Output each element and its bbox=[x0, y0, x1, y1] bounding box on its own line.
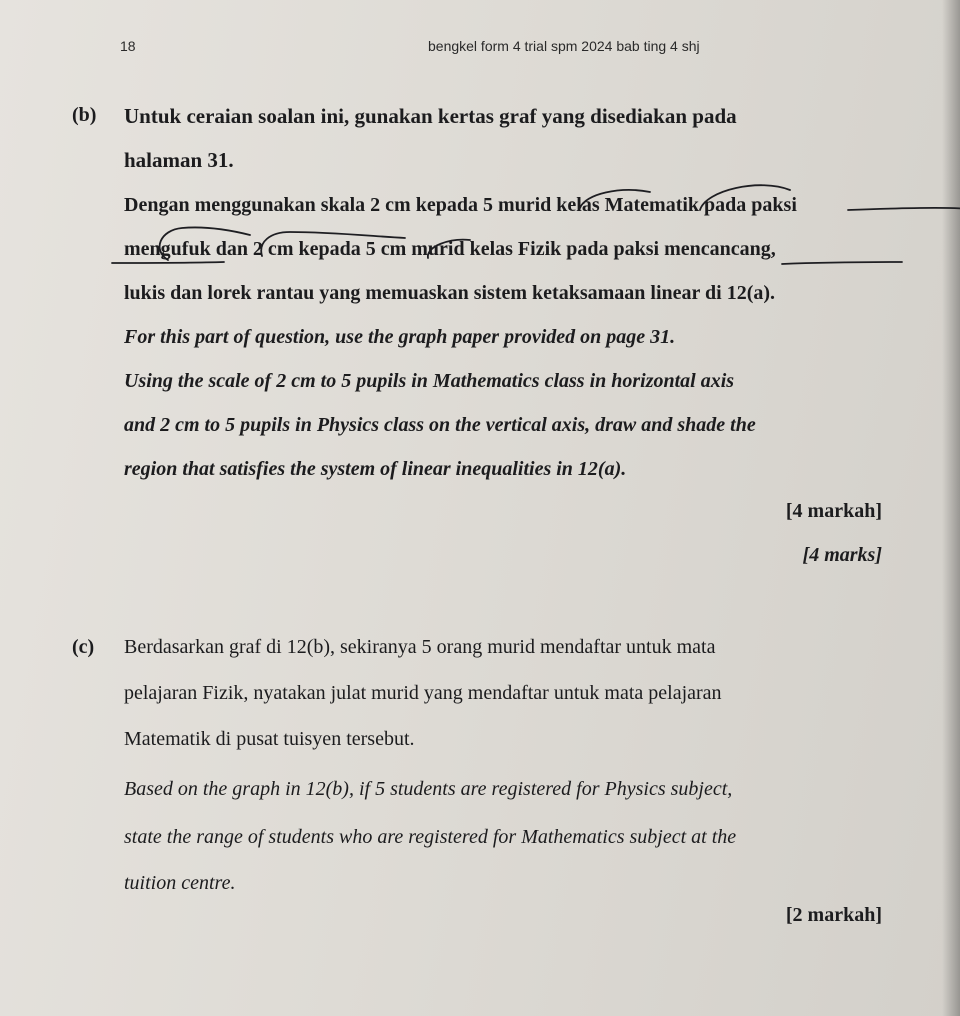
part-b-malay-line-2: halaman 31. bbox=[124, 148, 234, 172]
part-b-malay-line-3: Dengan menggunakan skala 2 cm kepada 5 murid kelas Matematik pada paksi bbox=[124, 194, 797, 216]
part-c-malay-line-3: Matematik di pusat tuisyen tersebut. bbox=[124, 728, 415, 750]
part-b-marks-malay: [4 markah] bbox=[785, 500, 882, 522]
part-c-english-line-3: tuition centre. bbox=[124, 872, 236, 894]
part-b-malay-line-5: lukis dan lorek rantau yang memuaskan sistem ketaksamaan linear di 12(a). bbox=[124, 282, 776, 304]
part-c-malay-line-2: pelajaran Fizik, nyatakan julat murid yang mendaftar untuk mata pelajaran bbox=[124, 682, 722, 704]
part-c-label: (c) bbox=[72, 636, 95, 658]
part-b-english-line-2: Using the scale of 2 cm to 5 pupils in Mathematics class in horizontal axis bbox=[124, 370, 735, 392]
page-edge-shadow bbox=[942, 0, 960, 1016]
part-b-english-line-3: and 2 cm to 5 pupils in Physics class on the vertical axis, draw and shade the bbox=[124, 414, 756, 436]
part-b-malay-line-4: mengufuk dan 2 cm kepada 5 cm murid kelas Fizik pada paksi mencancang, bbox=[124, 238, 776, 260]
page-header bbox=[0, 38, 960, 58]
part-c-english-line-1: Based on the graph in 12(b), if 5 students are registered for Physics subject, bbox=[124, 778, 733, 800]
page-number: 18 bbox=[120, 38, 136, 54]
part-b-marks-english: [4 marks] bbox=[802, 544, 882, 566]
part-b-label: (b) bbox=[72, 104, 97, 126]
part-c-marks-malay: [2 markah] bbox=[785, 904, 882, 926]
pen-underline-mengufuk bbox=[112, 262, 224, 263]
part-b-malay-line-1: Untuk ceraian soalan ini, gunakan kertas graf yang disediakan pada bbox=[124, 104, 737, 128]
part-b-english-line-4: region that satisfies the system of linear inequalities in 12(a). bbox=[124, 458, 627, 480]
part-b-english-line-1: For this part of question, use the graph paper provided on page 31. bbox=[124, 326, 676, 348]
pen-underline-mencancang bbox=[782, 262, 902, 264]
part-c-english-line-2: state the range of students who are registered for Mathematics subject at the bbox=[124, 826, 737, 848]
part-c-malay-line-1: Berdasarkan graf di 12(b), sekiranya 5 orang murid mendaftar untuk mata bbox=[124, 636, 716, 658]
header-title: bengkel form 4 trial spm 2024 bab ting 4 shj bbox=[428, 38, 700, 54]
